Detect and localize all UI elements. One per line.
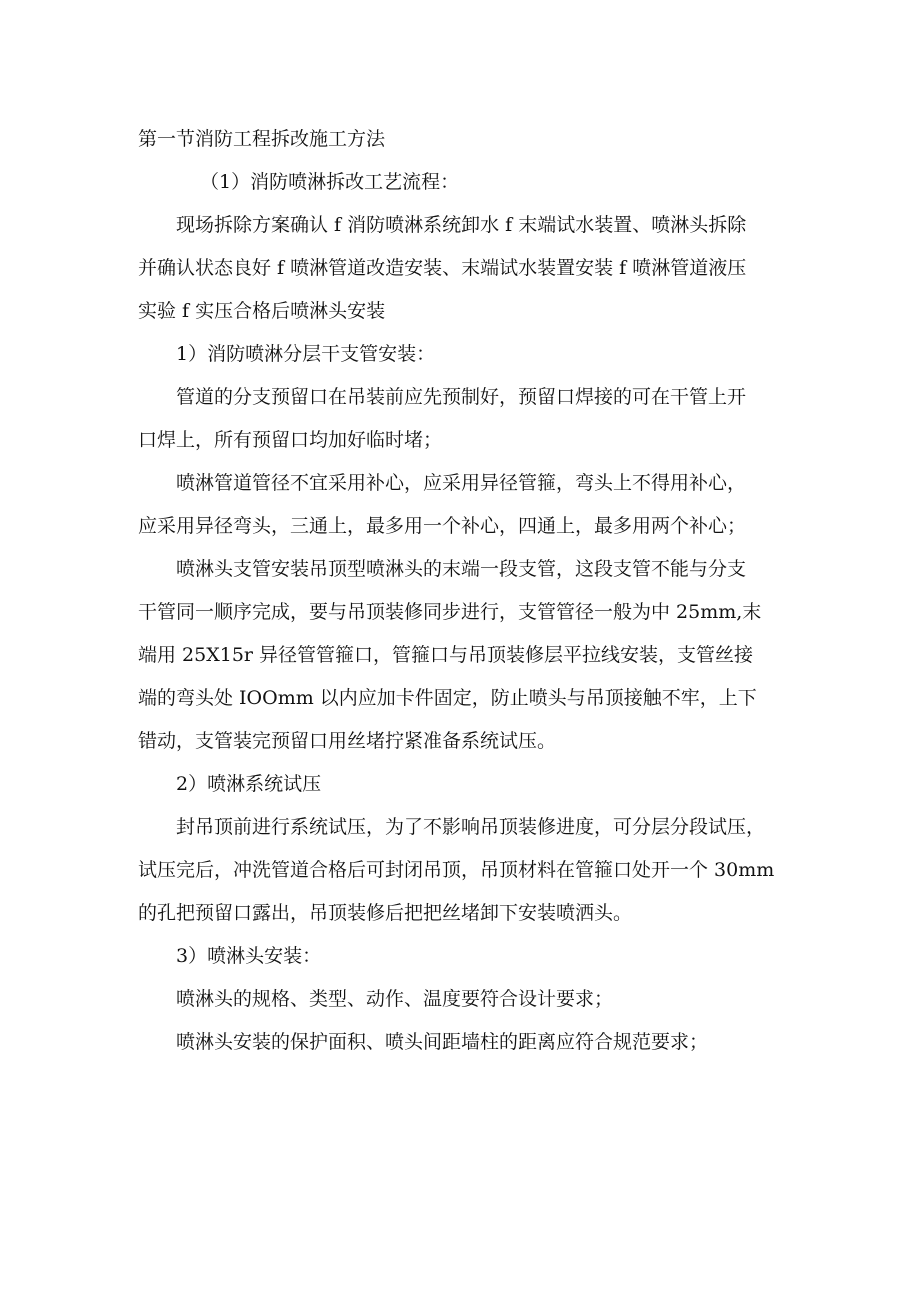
paragraph-line: 端的弯头处 IOOmm 以内应加卡件固定，防止喷头与吊顶接触不牢，上下 [138, 687, 757, 709]
paragraph-line: 喷淋头支管安装吊顶型喷淋头的末端一段支管，这段支管不能与分支 [176, 558, 747, 580]
subsection-heading: 3）喷淋头安装： [176, 945, 322, 967]
paragraph-line: 端用 25X15r 异径管管箍口，管箍口与吊顶装修层平拉线安装，支管丝接 [138, 644, 754, 666]
subsection-heading: 2）喷淋系统试压 [176, 773, 322, 795]
paragraph-line: 的孔把预留口露出，吊顶装修后把把丝堵卸下安装喷洒头。 [138, 902, 633, 924]
paragraph-line: 喷淋头安装的保护面积、喷头间距墙柱的距离应符合规范要求； [176, 1031, 709, 1053]
document-body [138, 118, 788, 1064]
section-title: 第一节消防工程拆改施工方法 [138, 128, 386, 150]
flow-line: 并确认状态良好 f 喷淋管道改造安装、末端试水装置安装 f 喷淋管道液压 [138, 257, 747, 279]
paragraph-line: 口焊上，所有预留口均加好临时堵； [138, 429, 443, 451]
paragraph-line: 封吊顶前进行系统试压，为了不影响吊顶装修进度，可分层分段试压， [176, 816, 766, 838]
flow-line: 实验 f 实压合格后喷淋头安装 [138, 300, 386, 322]
paragraph-line: 喷淋管道管径不宜采用补心，应采用异径管箍，弯头上不得用补心， [176, 472, 747, 494]
paragraph-line: 试压完后，冲洗管道合格后可封闭吊顶，吊顶材料在管箍口处开一个 30mm [138, 859, 775, 881]
subsection-heading: 1）消防喷淋分层干支管安装： [176, 343, 436, 365]
section-heading: （1）消防喷淋拆改工艺流程： [200, 171, 460, 193]
paragraph-line: 管道的分支预留口在吊装前应先预制好，预留口焊接的可在干管上开 [176, 386, 747, 408]
paragraph-line: 喷淋头的规格、类型、动作、温度要符合设计要求； [176, 988, 614, 1010]
paragraph-line: 干管同一顺序完成，要与吊顶装修同步进行，支管管径一般为中 25mm,末 [138, 601, 762, 623]
paragraph-line: 错动，支管装完预留口用丝堵拧紧准备系统试压。 [138, 730, 557, 752]
flow-line: 现场拆除方案确认 f 消防喷淋系统卸水 f 末端试水装置、喷淋头拆除 [176, 214, 747, 236]
paragraph-line: 应采用异径弯头，三通上，最多用一个补心，四通上，最多用两个补心； [138, 515, 747, 537]
